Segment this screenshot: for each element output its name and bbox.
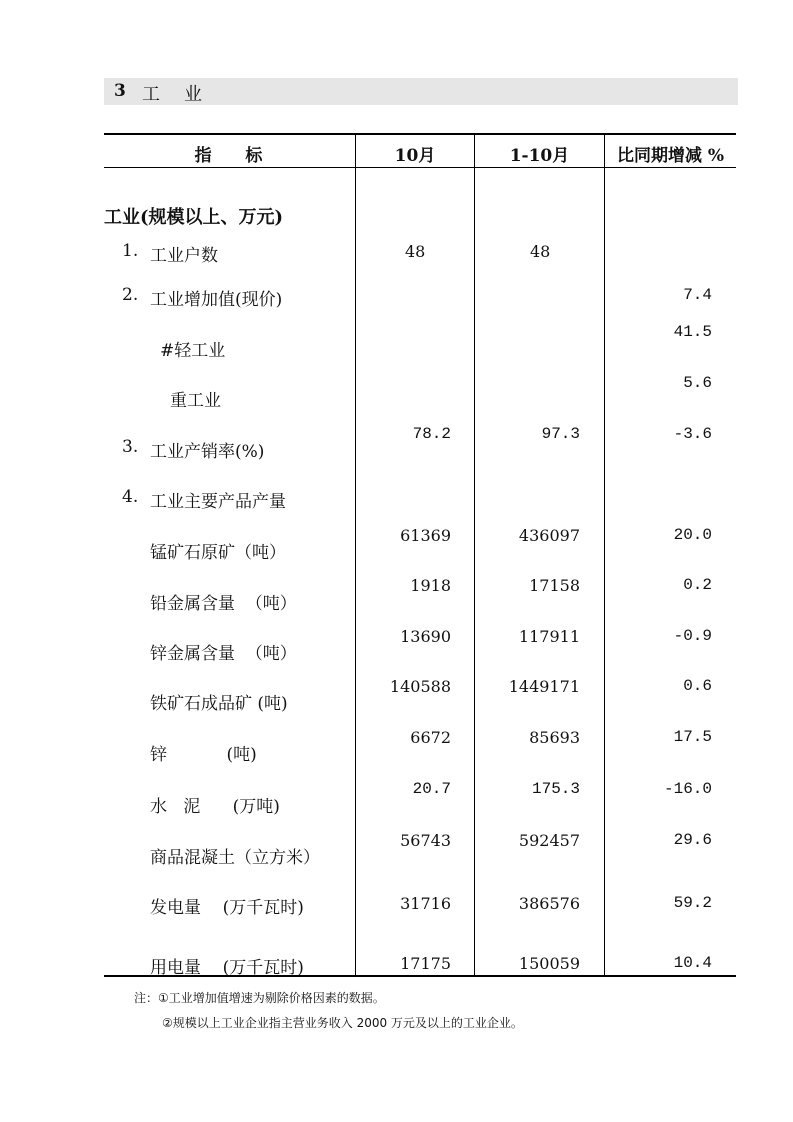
- cell-ytd: 436097: [518, 526, 580, 545]
- row-label: 铅金属含量 （吨）: [150, 594, 297, 614]
- cell-month: 13690: [400, 627, 451, 646]
- row-label: 水 泥 (万吨): [150, 797, 280, 817]
- cell-yoy: 0.6: [683, 677, 712, 695]
- table-top-rule: [104, 133, 736, 135]
- cell-ytd: 592457: [518, 831, 580, 850]
- footnote-2: ②规模以上工业企业指主营业务收入 2000 万元及以上的工业企业。: [162, 1016, 523, 1030]
- cell-month: 1918: [410, 576, 451, 595]
- header-ytd-text: 1-10月: [509, 145, 570, 166]
- cell-yoy: 59.2: [673, 894, 712, 912]
- cell-yoy: -16.0: [663, 780, 712, 798]
- cell-yoy: 7.4: [683, 286, 712, 304]
- row-label: 工业产销率(%): [150, 442, 265, 462]
- row-label: 工业主要产品产量: [150, 492, 286, 512]
- section-number: 3: [114, 81, 126, 101]
- cell-yoy: 5.6: [683, 374, 712, 392]
- table-header-rule: [104, 167, 736, 168]
- row-label: #轻工业: [160, 341, 226, 361]
- cell-ytd: 97.3: [541, 425, 580, 443]
- row-label: 工业户数: [150, 246, 218, 266]
- cell-month: 31716: [400, 894, 451, 913]
- row-label: 工业增加值(现价): [150, 290, 283, 310]
- cell-ytd: 386576: [518, 894, 580, 913]
- row-label: 商品混凝土（立方米）: [150, 848, 320, 868]
- row-label: 用电量 (万千瓦时): [150, 958, 304, 978]
- cell-ytd: 1449171: [508, 677, 580, 696]
- cell-month: 78.2: [412, 425, 451, 443]
- cell-yoy: 29.6: [673, 831, 712, 849]
- section-header: [104, 78, 738, 105]
- cell-month: 61369: [400, 526, 451, 545]
- cell-yoy: 17.5: [673, 728, 712, 746]
- row-label: 锌金属含量 （吨）: [150, 644, 297, 664]
- cell-yoy: 41.5: [673, 323, 712, 341]
- cell-ytd: 175.3: [531, 780, 580, 798]
- column-divider-1: [355, 133, 356, 976]
- header-month: [356, 141, 474, 165]
- cell-month: 17175: [400, 954, 451, 973]
- cell-yoy: 20.0: [673, 526, 712, 544]
- cell-ytd: 17158: [529, 576, 580, 595]
- cell-yoy: -3.6: [673, 425, 712, 443]
- header-indicator: [104, 141, 355, 165]
- header-yoy: [605, 141, 736, 165]
- group-title: 工业(规模以上、万元): [104, 207, 284, 228]
- row-label: 发电量 (万千瓦时): [150, 898, 304, 918]
- row-number: 4.: [122, 487, 139, 507]
- cell-ytd: 48: [530, 242, 551, 261]
- header-ytd: [475, 141, 604, 165]
- row-number: 1.: [122, 241, 139, 261]
- footnotes: [134, 986, 523, 1036]
- cell-ytd: 150059: [518, 954, 580, 973]
- cell-ytd: 85693: [529, 728, 580, 747]
- header-indicator-text: 指 标: [194, 145, 265, 166]
- cell-yoy: -0.9: [673, 627, 712, 645]
- cell-ytd: 117911: [518, 627, 580, 646]
- section-title: 工业: [142, 84, 226, 105]
- row-label: 锰矿石原矿（吨）: [150, 543, 286, 563]
- row-label: 锌 (吨): [150, 745, 257, 765]
- column-divider-3: [604, 133, 605, 976]
- row-label: 重工业: [170, 391, 221, 411]
- cell-month: 6672: [410, 728, 451, 747]
- cell-month: 56743: [400, 831, 451, 850]
- column-divider-2: [474, 133, 475, 976]
- row-number: 3.: [122, 437, 139, 457]
- header-yoy-text: 比同期增减 %: [616, 145, 725, 166]
- row-label: 铁矿石成品矿 (吨): [150, 694, 288, 714]
- header-month-text: 10月: [394, 145, 436, 166]
- cell-month: 48: [405, 242, 426, 261]
- cell-yoy: 0.2: [683, 576, 712, 594]
- footnote-1: 注：①工业增加值增速为剔除价格因素的数据。: [134, 991, 385, 1005]
- cell-month: 140588: [389, 677, 451, 696]
- cell-yoy: 10.4: [673, 954, 712, 972]
- cell-month: 20.7: [412, 780, 451, 798]
- row-number: 2.: [122, 285, 139, 305]
